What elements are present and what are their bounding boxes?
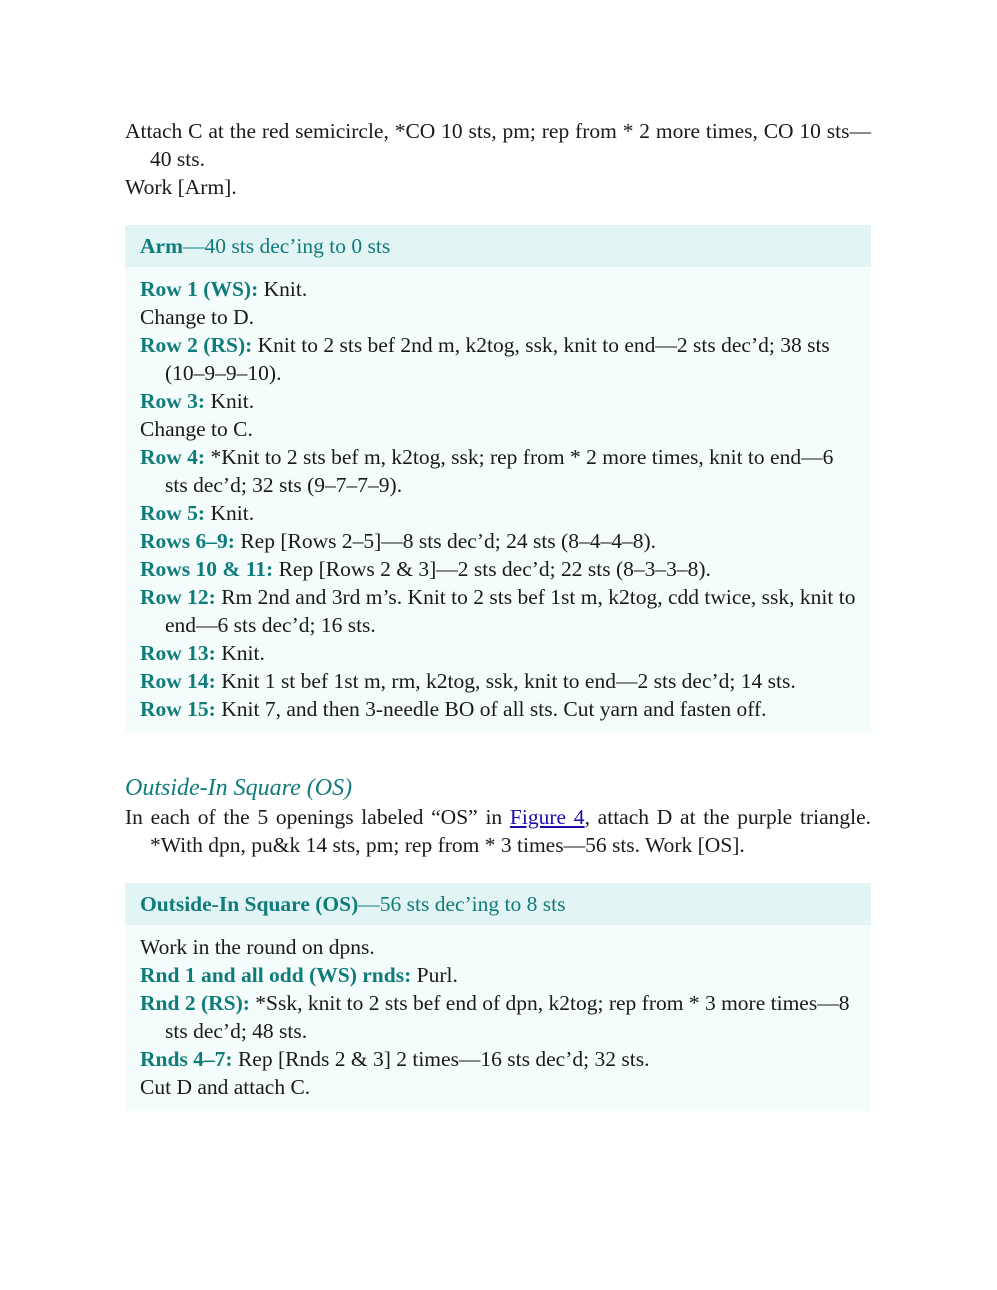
- row-text: Rep [Rows 2–5]—8 sts dec’d; 24 sts (8–4–4–8).: [234, 529, 656, 553]
- row-text: Rep [Rnds 2 & 3] 2 times—16 sts dec’d; 32 sts.: [232, 1047, 650, 1071]
- row-text: Knit to 2 sts bef 2nd m, k2tog, ssk, knit to end—2 sts dec’d; 38 sts (10–9–9–10).: [165, 333, 830, 385]
- page-content: [125, 117, 871, 1111]
- row-label: Row 15:: [140, 697, 216, 721]
- arm-row: [140, 667, 861, 695]
- os-box-subtitle: —56 sts dec’ing to 8 sts: [358, 892, 566, 916]
- os-box-header: [125, 883, 871, 925]
- arm-row: [140, 695, 861, 723]
- row-text: Change to D.: [140, 305, 255, 329]
- row-text: *Knit to 2 sts bef m, k2tog, ssk; rep from * 2 more times, knit to end—6 sts dec’d; 32 sts (9–7–7–9).: [165, 445, 834, 497]
- row-text: Rep [Rows 2 & 3]—2 sts dec’d; 22 sts (8–3–3–8).: [273, 557, 711, 581]
- arm-row: [140, 443, 861, 499]
- arm-row: [140, 583, 861, 639]
- os-row: [140, 961, 861, 989]
- row-text: Work in the round on dpns.: [140, 935, 375, 959]
- row-text: Knit.: [258, 277, 308, 301]
- row-text: Rm 2nd and 3rd m’s. Knit to 2 sts bef 1st m, k2tog, cdd twice, ssk, knit to end—6 sts dec’d; 16 sts.: [165, 585, 856, 637]
- row-text: Knit 7, and then 3-needle BO of all sts. Cut yarn and fasten off.: [215, 697, 767, 721]
- row-text: Knit.: [215, 641, 265, 665]
- row-label: Rows 6–9:: [140, 529, 235, 553]
- arm-row: [140, 527, 861, 555]
- os-section-title: Outside-In Square (OS): [125, 775, 353, 801]
- arm-row: [140, 555, 861, 583]
- row-label: Row 2 (RS):: [140, 333, 253, 357]
- row-label: Row 3:: [140, 389, 206, 413]
- os-box-title: Outside-In Square (OS): [140, 892, 359, 916]
- arm-row: [140, 387, 861, 415]
- os-box-body: [125, 925, 871, 1101]
- arm-row: [140, 415, 861, 443]
- row-label: Row 12:: [140, 585, 216, 609]
- os-para-before: In each of the 5 openings labeled “OS” in: [125, 805, 510, 829]
- os-row: [140, 1073, 861, 1101]
- intro-work-line: Work [Arm].: [125, 175, 237, 199]
- row-label: Rnds 4–7:: [140, 1047, 233, 1071]
- os-row: [140, 933, 861, 961]
- os-row: [140, 989, 861, 1045]
- row-label: Row 13:: [140, 641, 216, 665]
- row-text: Change to C.: [140, 417, 253, 441]
- os-row: [140, 1045, 861, 1073]
- arm-row: [140, 499, 861, 527]
- row-label: Rnd 2 (RS):: [140, 991, 250, 1015]
- row-text: Knit.: [205, 501, 255, 525]
- row-text: Cut D and attach C.: [140, 1075, 311, 1099]
- figure-4-link[interactable]: Figure 4: [509, 805, 585, 829]
- intro-paragraph: Attach C at the red semicircle, *CO 10 sts, pm; rep from * 2 more times, CO 10 sts—40 sts.: [125, 119, 871, 171]
- arm-box-title: Arm: [140, 234, 183, 258]
- arm-row: [140, 303, 861, 331]
- row-label: Row 14:: [140, 669, 216, 693]
- row-label: Rnd 1 and all odd (WS) rnds:: [140, 963, 412, 987]
- os-para-after: , attach D at the purple triangle. *With dpn, pu&k 14 sts, pm; rep from * 3 times—56 sts. Work [OS].: [150, 805, 872, 857]
- row-label: Row 4:: [140, 445, 206, 469]
- row-label: Row 5:: [140, 501, 206, 525]
- row-label: Rows 10 & 11:: [140, 557, 274, 581]
- row-text: *Ssk, knit to 2 sts bef end of dpn, k2tog; rep from * 3 more times—8 sts dec’d; 48 sts.: [165, 991, 850, 1043]
- arm-box-body: [125, 267, 871, 723]
- arm-pattern-box: [125, 225, 871, 733]
- arm-box-header: [125, 225, 871, 267]
- row-label: Row 1 (WS):: [140, 277, 259, 301]
- row-text: Knit.: [205, 389, 255, 413]
- arm-box-subtitle: —40 sts dec’ing to 0 sts: [182, 234, 391, 258]
- arm-row: [140, 331, 861, 387]
- os-paragraph: [125, 803, 871, 859]
- arm-row: [140, 639, 861, 667]
- row-text: Knit 1 st bef 1st m, rm, k2tog, ssk, knit to end—2 sts dec’d; 14 sts.: [215, 669, 796, 693]
- row-text: Purl.: [411, 963, 458, 987]
- arm-row: [140, 275, 861, 303]
- os-pattern-box: [125, 883, 871, 1111]
